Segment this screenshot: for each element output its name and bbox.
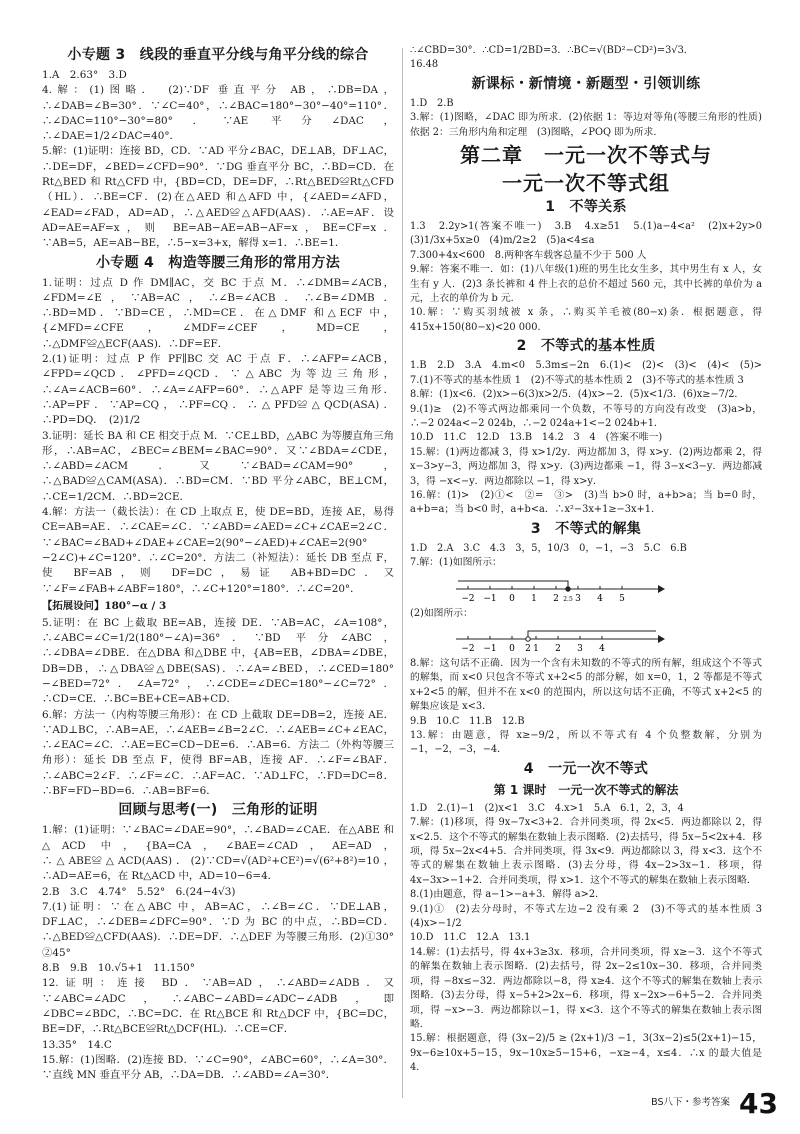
answer-paragraph: 6.解：方法一（内构等腰三角形）：在 CD 上截取 DE=DB=2，连接 AE．∵AD⊥BC，∴AB=AE，∴∠AEB=∠B=2∠C．∴∠AEB=∠C+∠EAC，∴∠EAC=∠C．∴AE=EC=CD−DE=6．∴AB=6．方法二（外构等腰三角形）：延长 DB 至点 F，使得 BF=AB，连接 AF．∴∠F=∠BAF．∴∠ABC=2∠F．∴∠F=∠C．∴AF=AC．∵AD⊥FC，∴FD=DC=8．∴BF=FD−BD=6．∴AB=BF=6．	[42, 708, 394, 798]
section-heading: 4 一元一次不等式	[523, 760, 649, 777]
answer-paragraph: 1.解：(1)证明：∵∠BAC=∠DAE=90°，∴∠BAD=∠CAE．在△ABE 和△ACD 中，{BA=CA，∠BAE=∠CAD，AE=AD，∴△ABE≌△ACD(AAS)．(2)∵CD=√(AD²+CE²)=√(6²+8²)=10，∴AD=AE=6，在 Rt△ACD 中，AD=10−6=4．	[42, 824, 394, 883]
answer-paragraph: ∴∠CBD=30°．∴CD=1/2BD=3．∴BC=√(BD²−CD²)=3√3．	[410, 45, 694, 56]
endpoint-dot	[566, 586, 570, 590]
answer-paragraph: 8.B 9.B 10.√5+1 11.150°	[42, 962, 195, 975]
answer-paragraph: 16.48	[410, 59, 439, 71]
answer-paragraph: 2.B 3.C 4.74° 5.52° 6.(24−4√3)	[42, 885, 236, 898]
answer-paragraph: 7.解：(1)如图所示：	[410, 557, 502, 569]
right-column	[410, 44, 772, 1076]
answer-paragraph: 3.解：(1)图略，∠DAC 即为所求．(2)依据 1：等边对等角(等腰三角形的性质) 依据 2：三角形内角和定理 (3)图略，∠POQ 即为所求．	[410, 112, 772, 138]
chapter-title: 第二章 一元一次不等式与	[460, 143, 712, 168]
answer-paragraph: (2)如图所示：	[410, 607, 473, 619]
answer-paragraph: 13.解：由题意，得 x≥−9/2，所以不等式有 4 个负整数解，分别为 −1，−2，−3，−4．	[410, 730, 762, 756]
section-heading: 3 不等式的解集	[530, 520, 642, 537]
number-line-tick-label: 5	[619, 593, 625, 604]
answer-paragraph: 1.A 2.63° 3.D	[42, 69, 127, 81]
number-line-tick-label: 2	[525, 643, 531, 654]
answer-paragraph: 1.D 2.A 3.C 4.3 3，5，10/3 0，−1，−3 5.C 6.B	[410, 542, 687, 554]
answer-paragraph: 16.解：(1)> (2)①< ②= ③> (3)当 b>0 时，a+b>a；当 b=0 时，a+b=a；当 b<0 时，a+b<a．∴x²−3x+1≥−3x+1．	[410, 489, 762, 516]
answer-paragraph: 9.(1)① (2)去分母时，不等式左边−2 没有乘 2 (3)不等式的基本性质 3 (4)x>−1/2	[410, 903, 772, 930]
answer-paragraph: 8.解：(1)x<6．(2)x>−6(3)x>2/5．(4)x>−2．(5)x<1/3．(6)x≥−7/2．	[410, 389, 745, 401]
column-divider	[402, 48, 403, 1098]
left-column	[42, 44, 405, 1083]
chapter-title: 一元一次不等式组	[502, 171, 670, 196]
answer-paragraph: 15.解：(1)图略．(2)连接 BD．∵∠C=90°，∠ABC=60°，∴∠A=30°．∵直线 MN 垂直平分 AB，∴DA=DB．∴∠ABD=∠A=30°．	[42, 1053, 394, 1082]
answer-paragraph: 15.解：(1)两边都减 3，得 x>1/2y．两边都加 3，得 x>y．(2)两边都乘 2，得 x−3>y−3，两边都加 3，得 x>y．(3)两边都乘 −1，得 3−x<3−y．两边都减 3，得 −x<−y．两边都除以 −1，得 x>y．	[410, 446, 762, 487]
answer-paragraph: 10.解：∵购买羽绒被 x 条，∴购买羊毛被(80−x)条．根据题意，得 415x+150(80−x)<20 000．	[410, 307, 762, 333]
answer-paragraph: 3.证明：延长 BA 和 CE 相交于点 M．∵CE⊥BD，△ABC 为等腰直角三角形，∴AB=AC，∠BEC=∠BEM=∠BAC=90°．又∵∠BDA=∠CDE，∴∠ABD=∠ACM．又∵∠BAD=∠CAM=90°，∴△BAD≌△CAM(ASA)．∴BD=CM．∵BD 平分∠ABC，BE⊥CM，∴CE=1/2CM．∴BD=2CE．	[42, 429, 394, 503]
number-line-tick-label: −1	[483, 643, 497, 654]
number-line-tick-label: 0	[509, 593, 515, 604]
answer-paragraph: 5.证明：在 BC 上截取 BE=AB，连接 DE．∵AB=AC，∠A=108°，∴∠ABC=∠C=1/2(180°−∠A)=36°．∵BD 平分∠ABC，∴∠DBA=∠DBE．在△DBA 和△DBE 中，{AB=EB，∠DBA=∠DBE，DB=DB，∴△DBA≌△DBE(SAS)．∴∠A=∠BED，∴∠CED=180°−∠BED=72°．∠A=72°，∴∠CDE=∠DEC=180°−∠C=72°．∴CD=CE．∴BC=BE+CE=AB+CD．	[42, 616, 394, 706]
section-heading: 小专题 4 构造等腰三角形的常用方法	[95, 254, 340, 271]
number-line-tick-label: 1	[531, 593, 537, 604]
answer-paragraph: 5.解：(1)证明：连接 BD，CD．∵AD 平分∠BAC，DE⊥AB，DF⊥AC，∴DE=DF，∠BED=∠CFD=90°．∵DG 垂直平分 BC，∴BD=CD．在 Rt△BED 和 Rt△CFD 中，{BD=CD，DE=DF，∴Rt△BED≌Rt△CFD（HL）．∴BE=CF．(2)在△AED 和△AFD 中，{∠AED=∠AFD，∠EAD=∠FAD，AD=AD，∴△AED≌△AFD(AAS)．∴AE=AF．设 AD=AE=AF=x，则 BE=AB−AE=AB−AF=x，BE=CF=x．∵AB=5，AE=AB−BE，∴5−x=3+x，解得 x=1．∴BE=1．	[42, 145, 394, 250]
endpoint-dot	[526, 637, 530, 641]
answer-paragraph: 7.解：(1)移项，得 9x−7x<3+2．合并同类项，得 2x<5．两边都除以 2，得 x<2.5．这个不等式的解集在数轴上表示图略．(2)去括号，得 5x−5<2x+4．移项，得 5x−2x<4+5．合并同类项，得 3x<9．两边都除以 3，得 x<3．这个不等式的解集在数轴上表示图略．(3)去分母，得 4x−2>3x−1．移项，得 4x−3x>−1+2．合并同类项，得 x>1．这个不等式的解集在数轴上表示图略．	[410, 817, 762, 886]
number-line-tick-label: 0	[509, 643, 515, 654]
number-line-tick-label: 4	[597, 593, 603, 604]
solution-set-bracket	[458, 581, 568, 589]
answer-paragraph: 1.D 2.(1)−1 (2)x<1 3.C 4.x>1 5.A 6.1，2，3，4	[410, 802, 684, 814]
answer-paragraph: 10.D 11.C 12.A 13.1	[410, 932, 531, 944]
solution-set-bracket	[528, 631, 656, 639]
number-line-tick-label: 4	[599, 643, 605, 654]
answer-paragraph: 7.300+4x<600 8.两种客车载客总量不少于 500 人	[410, 249, 647, 261]
number-line-figure	[450, 571, 670, 605]
section-heading: 新课标・新情境・新题型・引领训练	[471, 75, 701, 92]
number-line-tick-label: −1	[483, 593, 497, 604]
answer-paragraph: 1.B 2.D 3.A 4.m<0 5.3m≤−2n 6.(1)< (2)< (3)< (4)< (5)> 7.(1)不等式的基本性质 1 (2)不等式的基本性质 2 (3)不等式的基本性质 3	[410, 360, 772, 386]
section-heading: 小专题 3 线段的垂直平分线与角平分线的综合	[67, 47, 369, 63]
answer-paragraph: 7.(1)证明：∵在△ABC 中，AB=AC，∴∠B=∠C．∵DE⊥AB，DF⊥AC，∴∠DEB=∠DFC=90°．∵D 为 BC 的中点，∴BD=CD．∴△BED≌△CFD(AAS)．∴DE=DF．∴△DEF 为等腰三角形．(2)①30° ②45°	[42, 900, 405, 959]
number-line-tick-label: 3	[575, 593, 581, 604]
section-heading: 回顾与思考(一) 三角形的证明	[118, 802, 318, 819]
page-number: 43	[739, 1087, 778, 1120]
answer-paragraph: 9.(1)≥ (2)不等式两边都乘同一个负数，不等号的方向没有改变 (3)a>b，∴−2 024a<−2 024b，∴−2 024a+1<−2 024b+1．	[410, 403, 762, 429]
answer-paragraph: 12.证明：连接 BD．∵AB=AD，∴∠ABD=∠ADB．又∵∠ABC=∠ADC，∴∠ABC−∠ABD=∠ADC−∠ADB，即∠DBC=∠BDC，∴BC=DC．在 Rt△BCE 和 Rt△DCF 中，{BC=DC，BE=DF，∴Rt△BCE≌Rt△DCF(HL)．∴CE=CF．	[42, 977, 394, 1036]
answer-paragraph: 1.3 2.2y>1(答案不唯一) 3.B 4.x≥51 5.(1)a−4<a² (2)x+2y>0 (3)1/3x+5x≥0 (4)m/2≥2 (5)a<4≤a	[410, 221, 772, 247]
number-line-tick-label: −2	[461, 643, 475, 654]
answer-paragraph: 8.(1)由题意，得 a−1>−a+3．解得 a>2．	[410, 889, 605, 901]
answer-paragraph: 4.解：(1)图略． (2)∵DF 垂直平分 AB，∴DB=DA，∴∠DAB=∠B=30°．∵∠C=40°，∴∠BAC=180°−30°−40°=110°．∴∠DAC=110°−30°=80°．∵AE 平分∠DAC，∴∠DAE=1/2∠DAC=40°．	[42, 84, 394, 143]
answer-paragraph: 1.D 2.B	[410, 97, 454, 109]
lesson-subheading: 第 1 课时 一元一次不等式的解法	[493, 782, 679, 797]
section-heading: 1 不等关系	[545, 199, 627, 216]
answer-paragraph: 8.解：这句话不正确．因为一个含有未知数的不等式的所有解，组成这个不等式的解集，而 x<0 只包含不等式 x+2<5 的部分解，如 x=0，1，2 等都是不等式 x+2<5 的解，但并不在 x<0 的范围内，所以这句话不正确，不等式 x+2<5 的解集应该是 x<3．	[410, 657, 762, 713]
arrow-right-icon	[658, 635, 665, 643]
arrow-right-icon	[658, 585, 665, 593]
number-line-tick-label: 3	[577, 643, 583, 654]
answer-paragraph: 9.B 10.C 11.B 12.B	[410, 715, 525, 727]
answer-paragraph: 13.35° 14.C	[42, 1038, 112, 1051]
number-line-tick-label: −2	[461, 593, 475, 604]
answer-paragraph: 2.(1)证明：过点 P 作 PF∥BC 交 AC 于点 F．∴∠AFP=∠ACB，∠FPD=∠QCD．∠PFD=∠QCD．∵△ABC 为等边三角形，∴∠A=∠ACB=60°．∴∠A=∠AFP=60°．∴△APF 是等边三角形．∴AP=PF．∵AP=CQ，∴PF=CQ．∴△PFD≌△QCD(ASA)．∴PD=DQ． (2)1/2	[42, 353, 394, 427]
number-line-figure	[450, 621, 670, 655]
answer-paragraph: 10.D 11.C 12.D 13.B 14.2 3 4 (答案不唯一)	[410, 432, 663, 444]
answer-paragraph: 4.解：方法一（截长法）：在 CD 上取点 E，使 DE=BD，连接 AE，易得 CE=AB=AE．∴∠CAE=∠C．∵∠ABD=∠AED=∠C+∠CAE=2∠C．∵∠BAC=∠BAD+∠DAE+∠CAE=2(90°−∠AED)+∠CAE=2(90°−2∠C)+∠C=120°．∴∠C=20°．方法二（补短法）：延长 DB 至点 F，使 BF=AB，则 DF=DC，易证 AB+BD=DC．又∵∠F=∠FAB+∠ABF=180°，∴∠C+120°=180°．∴∠C=20°．	[42, 506, 394, 595]
extension-question: 【拓展设问】180°−α / 3	[42, 599, 167, 612]
footer-label: BS八下・参考答案	[651, 1097, 730, 1108]
answer-paragraph: 15.解：根据题意，得 (3x−2)/5 ≥ (2x+1)/3 −1，3(3x−2)≤5(2x+1)−15，9x−6≥10x+5−15，9x−10x≥5−15+6，−x≥−4，x≤4．∴x 的最大值是 4．	[410, 1033, 762, 1074]
answer-paragraph: 14.解：(1)去括号，得 4x+3≥3x．移项，合并同类项，得 x≥−3．这个不等式的解集在数轴上表示图略．(2)去括号，得 2x−2≤10x−30．移项，合并同类项，得 −8x≤−32．两边都除以−8，得 x≥4．这个不等式的解集在数轴上表示图略．(3)去分母，得 x−5+2>2x−6．移项，得 x−2x>−6+5−2．合并同类项，得 −x>−3．两边都除以−1，得 x<3．这个不等式的解集在数轴上表示图略．	[410, 946, 762, 1030]
answer-paragraph: 1.证明：过点 D 作 DM∥AC，交 BC 于点 M．∴∠DMB=∠ACB，∠FDM=∠E，∵AB=AC，∴∠B=∠ACB．∴∠B=∠DMB．∴BD=MD．∵BD=CE，∴MD=CE．在△DMF 和△ECF 中，{∠MFD=∠CFE，∠MDF=∠CEF，MD=CE，∴△DMF≌△ECF(AAS)．∴DF=EF．	[42, 276, 394, 350]
answer-paragraph: 9.解：答案不唯一．如：(1)八年级(1)班的男生比女生多，其中男生有 x 人，女生有 y 人．(2)3 条长裤和 4 件上衣的总价不超过 560 元，其中长裤的单价为 a 元，上衣的单价为 b 元．	[410, 264, 762, 305]
number-line-tick-label: 1	[533, 643, 539, 654]
number-line-tick-label: 2.5	[563, 595, 573, 603]
number-line-tick-label: 2	[553, 593, 559, 604]
section-heading: 2 不等式的基本性质	[516, 338, 656, 355]
number-line-tick-label: 2	[555, 643, 561, 654]
